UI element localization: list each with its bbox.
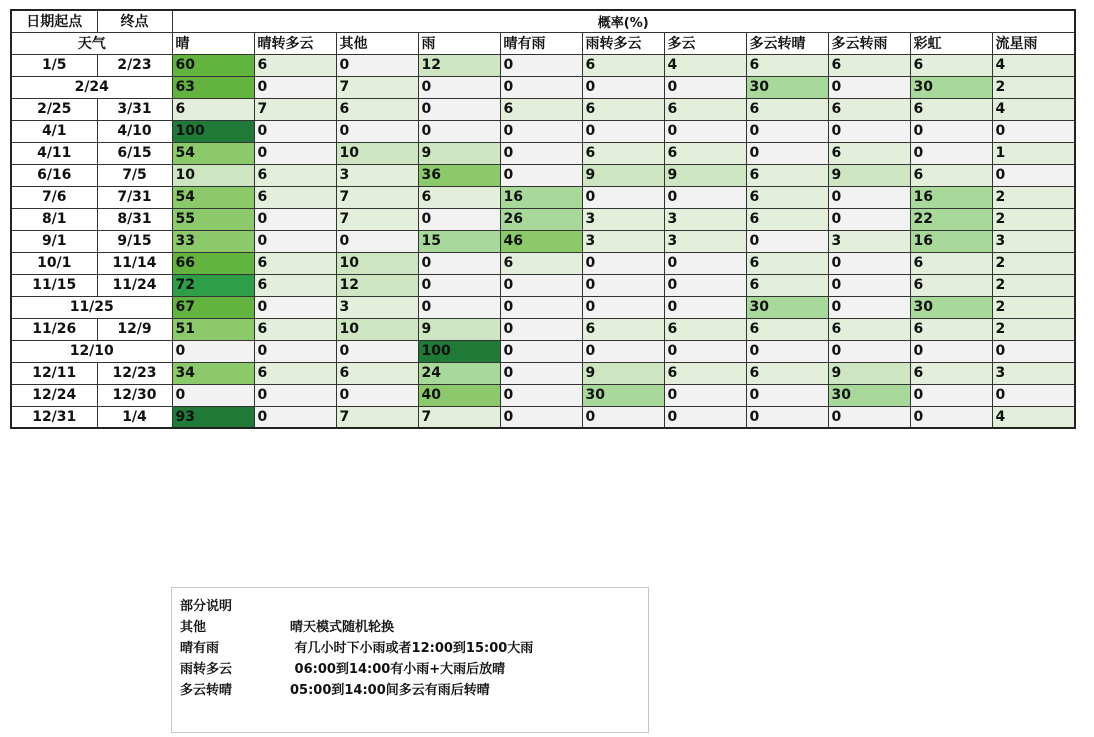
row-date-end: 9/15: [97, 230, 172, 252]
probability-cell: 0: [828, 120, 910, 142]
probability-cell: 9: [582, 164, 664, 186]
probability-cell: 0: [828, 186, 910, 208]
note-item: [180, 680, 640, 701]
note-text: 有几小时下小雨或者12:00到15:00大雨: [290, 641, 534, 656]
probability-cell: 0: [746, 230, 828, 252]
probability-cell: 0: [500, 164, 582, 186]
probability-cell: 0: [992, 120, 1075, 142]
probability-cell: 0: [418, 274, 500, 296]
probability-cell: 4: [992, 54, 1075, 76]
probability-cell: 3: [664, 208, 746, 230]
probability-cell: 0: [828, 208, 910, 230]
probability-cell: 0: [746, 340, 828, 362]
row-date-end: 1/4: [97, 406, 172, 428]
probability-cell: 2: [992, 186, 1075, 208]
probability-cell: 6: [664, 362, 746, 384]
probability-cell: 6: [910, 362, 992, 384]
probability-cell: 6: [254, 274, 336, 296]
probability-cell: 6: [746, 54, 828, 76]
probability-cell: 0: [664, 406, 746, 428]
probability-cell: 2: [992, 252, 1075, 274]
probability-cell: 55: [172, 208, 254, 230]
probability-cell: 6: [746, 186, 828, 208]
row-date-start: 11/15: [11, 274, 97, 296]
table-row: [11, 252, 1075, 274]
probability-cell: 30: [746, 296, 828, 318]
probability-cell: 54: [172, 142, 254, 164]
probability-cell: 6: [910, 164, 992, 186]
probability-cell: 72: [172, 274, 254, 296]
probability-cell: 16: [910, 186, 992, 208]
probability-cell: 0: [254, 296, 336, 318]
probability-cell: 6: [582, 98, 664, 120]
probability-cell: 0: [992, 164, 1075, 186]
row-date: 2/24: [11, 76, 172, 98]
row-date-end: 6/15: [97, 142, 172, 164]
table-row: [11, 120, 1075, 142]
probability-cell: 0: [418, 252, 500, 274]
note-text: 06:00到14:00有小雨+大雨后放晴: [290, 662, 506, 677]
table-row: [11, 406, 1075, 428]
table-row: [11, 384, 1075, 406]
probability-cell: 0: [746, 384, 828, 406]
probability-cell: 4: [664, 54, 746, 76]
probability-cell: 7: [336, 186, 418, 208]
probability-cell: 2: [992, 208, 1075, 230]
probability-cell: 6: [500, 252, 582, 274]
probability-cell: 6: [336, 362, 418, 384]
probability-cell: 0: [746, 142, 828, 164]
table-row: [11, 164, 1075, 186]
note-item: [180, 617, 640, 638]
probability-cell: 0: [500, 406, 582, 428]
probability-cell: 0: [828, 252, 910, 274]
column-header: 多云: [664, 32, 746, 54]
probability-cell: 0: [418, 208, 500, 230]
probability-cell: 6: [910, 252, 992, 274]
probability-cell: 3: [992, 230, 1075, 252]
probability-cell: 46: [500, 230, 582, 252]
probability-cell: 0: [910, 340, 992, 362]
probability-cell: 0: [582, 406, 664, 428]
probability-cell: 6: [336, 98, 418, 120]
probability-cell: 36: [418, 164, 500, 186]
probability-cell: 0: [500, 296, 582, 318]
probability-cell: 3: [664, 230, 746, 252]
probability-cell: 7: [336, 76, 418, 98]
probability-cell: 6: [254, 54, 336, 76]
note-key: 雨转多云: [180, 662, 233, 677]
probability-cell: 6: [746, 362, 828, 384]
probability-cell: 6: [746, 98, 828, 120]
row-date-end: 3/31: [97, 98, 172, 120]
table-row: [11, 208, 1075, 230]
probability-cell: 0: [418, 296, 500, 318]
notes-panel: [171, 587, 649, 733]
probability-cell: 0: [582, 120, 664, 142]
probability-cell: 7: [418, 406, 500, 428]
note-text: 晴天模式随机轮换: [290, 620, 395, 635]
probability-cell: 0: [582, 76, 664, 98]
probability-cell: 0: [254, 230, 336, 252]
probability-cell: 0: [254, 208, 336, 230]
probability-cell: 0: [254, 142, 336, 164]
probability-cell: 0: [828, 340, 910, 362]
note-key: 晴有雨: [180, 641, 220, 656]
row-date-start: 6/16: [11, 164, 97, 186]
header-date-end: 终点: [97, 10, 172, 32]
row-date-start: 9/1: [11, 230, 97, 252]
table-row: [11, 230, 1075, 252]
probability-cell: 6: [910, 318, 992, 340]
table-row: [11, 142, 1075, 164]
probability-cell: 6: [582, 142, 664, 164]
probability-cell: 54: [172, 186, 254, 208]
probability-cell: 0: [500, 274, 582, 296]
probability-cell: 0: [664, 274, 746, 296]
probability-cell: 40: [418, 384, 500, 406]
probability-cell: 6: [746, 252, 828, 274]
probability-cell: 0: [500, 54, 582, 76]
table-row: [11, 186, 1075, 208]
probability-cell: 10: [336, 252, 418, 274]
probability-cell: 4: [992, 98, 1075, 120]
row-date-start: 1/5: [11, 54, 97, 76]
column-header: 其他: [336, 32, 418, 54]
probability-cell: 7: [336, 406, 418, 428]
probability-cell: 0: [664, 296, 746, 318]
probability-cell: 0: [992, 340, 1075, 362]
probability-cell: 16: [500, 186, 582, 208]
probability-cell: 6: [664, 318, 746, 340]
probability-cell: 9: [418, 142, 500, 164]
row-date-end: 12/9: [97, 318, 172, 340]
row-date-start: 12/11: [11, 362, 97, 384]
probability-cell: 30: [828, 384, 910, 406]
probability-cell: 6: [254, 362, 336, 384]
probability-cell: 93: [172, 406, 254, 428]
probability-cell: 30: [910, 296, 992, 318]
probability-cell: 1: [992, 142, 1075, 164]
probability-cell: 51: [172, 318, 254, 340]
probability-cell: 0: [910, 142, 992, 164]
row-date-start: 11/26: [11, 318, 97, 340]
table-row: [11, 54, 1075, 76]
probability-cell: 10: [336, 142, 418, 164]
probability-cell: 0: [828, 406, 910, 428]
header-weather-label: 天气: [11, 32, 172, 54]
probability-cell: 0: [418, 76, 500, 98]
table-row: [11, 274, 1075, 296]
probability-cell: 34: [172, 362, 254, 384]
probability-cell: 0: [582, 274, 664, 296]
probability-cell: 7: [254, 98, 336, 120]
row-date-end: 2/23: [97, 54, 172, 76]
probability-cell: 0: [582, 252, 664, 274]
probability-cell: 0: [500, 340, 582, 362]
row-date-start: 12/24: [11, 384, 97, 406]
column-header: 多云转雨: [828, 32, 910, 54]
probability-cell: 0: [172, 340, 254, 362]
probability-cell: 6: [500, 98, 582, 120]
probability-cell: 6: [664, 142, 746, 164]
probability-cell: 9: [828, 362, 910, 384]
probability-cell: 100: [172, 120, 254, 142]
probability-cell: 6: [746, 318, 828, 340]
column-header: 晴: [172, 32, 254, 54]
row-date: 12/10: [11, 340, 172, 362]
probability-cell: 0: [336, 340, 418, 362]
probability-cell: 30: [910, 76, 992, 98]
probability-cell: 0: [828, 76, 910, 98]
note-key: 多云转晴: [180, 683, 233, 698]
probability-cell: 15: [418, 230, 500, 252]
note-item: [180, 659, 640, 680]
table-row: [11, 98, 1075, 120]
probability-cell: 0: [664, 384, 746, 406]
probability-cell: 6: [254, 164, 336, 186]
table-row: [11, 318, 1075, 340]
probability-cell: 0: [828, 274, 910, 296]
probability-cell: 0: [910, 120, 992, 142]
probability-cell: 0: [910, 384, 992, 406]
probability-cell: 6: [582, 318, 664, 340]
probability-cell: 60: [172, 54, 254, 76]
probability-cell: 6: [910, 274, 992, 296]
column-header: 多云转晴: [746, 32, 828, 54]
probability-cell: 0: [336, 230, 418, 252]
row-date-end: 12/23: [97, 362, 172, 384]
row-date-end: 8/31: [97, 208, 172, 230]
probability-cell: 2: [992, 274, 1075, 296]
probability-cell: 0: [664, 120, 746, 142]
probability-cell: 6: [254, 318, 336, 340]
probability-cell: 0: [828, 296, 910, 318]
probability-cell: 0: [336, 120, 418, 142]
note-key: 其他: [180, 620, 207, 635]
probability-cell: 0: [992, 384, 1075, 406]
probability-cell: 0: [254, 406, 336, 428]
column-header: 晴转多云: [254, 32, 336, 54]
probability-cell: 6: [254, 186, 336, 208]
notes-list: [180, 617, 640, 701]
probability-cell: 9: [664, 164, 746, 186]
probability-cell: 6: [172, 98, 254, 120]
probability-cell: 6: [828, 54, 910, 76]
probability-cell: 6: [828, 318, 910, 340]
probability-cell: 6: [254, 252, 336, 274]
probability-cell: 0: [500, 120, 582, 142]
column-header: 雨转多云: [582, 32, 664, 54]
column-header: 流星雨: [992, 32, 1075, 54]
probability-cell: 0: [418, 98, 500, 120]
probability-cell: 66: [172, 252, 254, 274]
probability-cell: 6: [910, 98, 992, 120]
probability-cell: 6: [582, 54, 664, 76]
probability-cell: 4: [992, 406, 1075, 428]
probability-cell: 22: [910, 208, 992, 230]
row-date-start: 12/31: [11, 406, 97, 428]
table-row: [11, 362, 1075, 384]
row-date-end: 4/10: [97, 120, 172, 142]
probability-cell: 2: [992, 318, 1075, 340]
probability-cell: 63: [172, 76, 254, 98]
probability-cell: 0: [336, 384, 418, 406]
probability-cell: 33: [172, 230, 254, 252]
row-date-start: 4/1: [11, 120, 97, 142]
row-date-start: 8/1: [11, 208, 97, 230]
probability-cell: 6: [746, 164, 828, 186]
probability-cell: 0: [664, 252, 746, 274]
probability-cell: 3: [992, 362, 1075, 384]
row-date-start: 7/6: [11, 186, 97, 208]
row-date-end: 7/5: [97, 164, 172, 186]
row-date-start: 2/25: [11, 98, 97, 120]
probability-cell: 24: [418, 362, 500, 384]
probability-cell: 3: [336, 296, 418, 318]
probability-cell: 0: [254, 76, 336, 98]
column-header: 雨: [418, 32, 500, 54]
row-date: 11/25: [11, 296, 172, 318]
probability-cell: 0: [336, 54, 418, 76]
probability-cell: 0: [664, 340, 746, 362]
row-date-end: 12/30: [97, 384, 172, 406]
probability-cell: 9: [418, 318, 500, 340]
probability-cell: 67: [172, 296, 254, 318]
probability-cell: 30: [582, 384, 664, 406]
probability-cell: 0: [418, 120, 500, 142]
column-header: 晴有雨: [500, 32, 582, 54]
probability-cell: 10: [336, 318, 418, 340]
probability-cell: 6: [828, 98, 910, 120]
probability-cell: 0: [746, 120, 828, 142]
probability-cell: 2: [992, 296, 1075, 318]
note-item: [180, 638, 640, 659]
probability-cell: 100: [418, 340, 500, 362]
probability-cell: 26: [500, 208, 582, 230]
table-row: [11, 296, 1075, 318]
probability-cell: 16: [910, 230, 992, 252]
probability-cell: 0: [582, 186, 664, 208]
probability-cell: 0: [254, 340, 336, 362]
probability-cell: 3: [828, 230, 910, 252]
probability-cell: 0: [910, 406, 992, 428]
row-date-end: 11/14: [97, 252, 172, 274]
probability-cell: 6: [910, 54, 992, 76]
probability-cell: 3: [582, 230, 664, 252]
table-row: [11, 340, 1075, 362]
row-date-start: 10/1: [11, 252, 97, 274]
probability-cell: 6: [664, 98, 746, 120]
row-date-end: 11/24: [97, 274, 172, 296]
probability-cell: 9: [828, 164, 910, 186]
probability-cell: 0: [500, 142, 582, 164]
probability-cell: 0: [664, 76, 746, 98]
probability-cell: 2: [992, 76, 1075, 98]
header-date-start: 日期起点: [11, 10, 97, 32]
probability-cell: 12: [336, 274, 418, 296]
probability-cell: 0: [254, 120, 336, 142]
probability-cell: 0: [664, 186, 746, 208]
probability-cell: 0: [582, 340, 664, 362]
probability-cell: 6: [746, 274, 828, 296]
probability-cell: 0: [500, 76, 582, 98]
probability-cell: 0: [500, 318, 582, 340]
notes-title: 部分说明: [180, 599, 233, 614]
header-probability-title: 概率(%): [172, 10, 1075, 32]
probability-cell: 12: [418, 54, 500, 76]
row-date-start: 4/11: [11, 142, 97, 164]
probability-cell: 3: [582, 208, 664, 230]
probability-cell: 7: [336, 208, 418, 230]
probability-cell: 30: [746, 76, 828, 98]
probability-cell: 3: [336, 164, 418, 186]
probability-cell: 0: [746, 406, 828, 428]
table-row: [11, 76, 1075, 98]
row-date-end: 7/31: [97, 186, 172, 208]
probability-cell: 0: [172, 384, 254, 406]
probability-cell: 0: [582, 296, 664, 318]
probability-cell: 6: [746, 208, 828, 230]
weather-probability-table: [10, 9, 1076, 429]
probability-cell: 0: [500, 384, 582, 406]
probability-cell: 6: [418, 186, 500, 208]
column-header: 彩虹: [910, 32, 992, 54]
probability-cell: 10: [172, 164, 254, 186]
note-text: 05:00到14:00间多云有雨后转晴: [290, 683, 490, 698]
probability-cell: 0: [254, 384, 336, 406]
probability-cell: 9: [582, 362, 664, 384]
probability-cell: 6: [828, 142, 910, 164]
probability-cell: 0: [500, 362, 582, 384]
